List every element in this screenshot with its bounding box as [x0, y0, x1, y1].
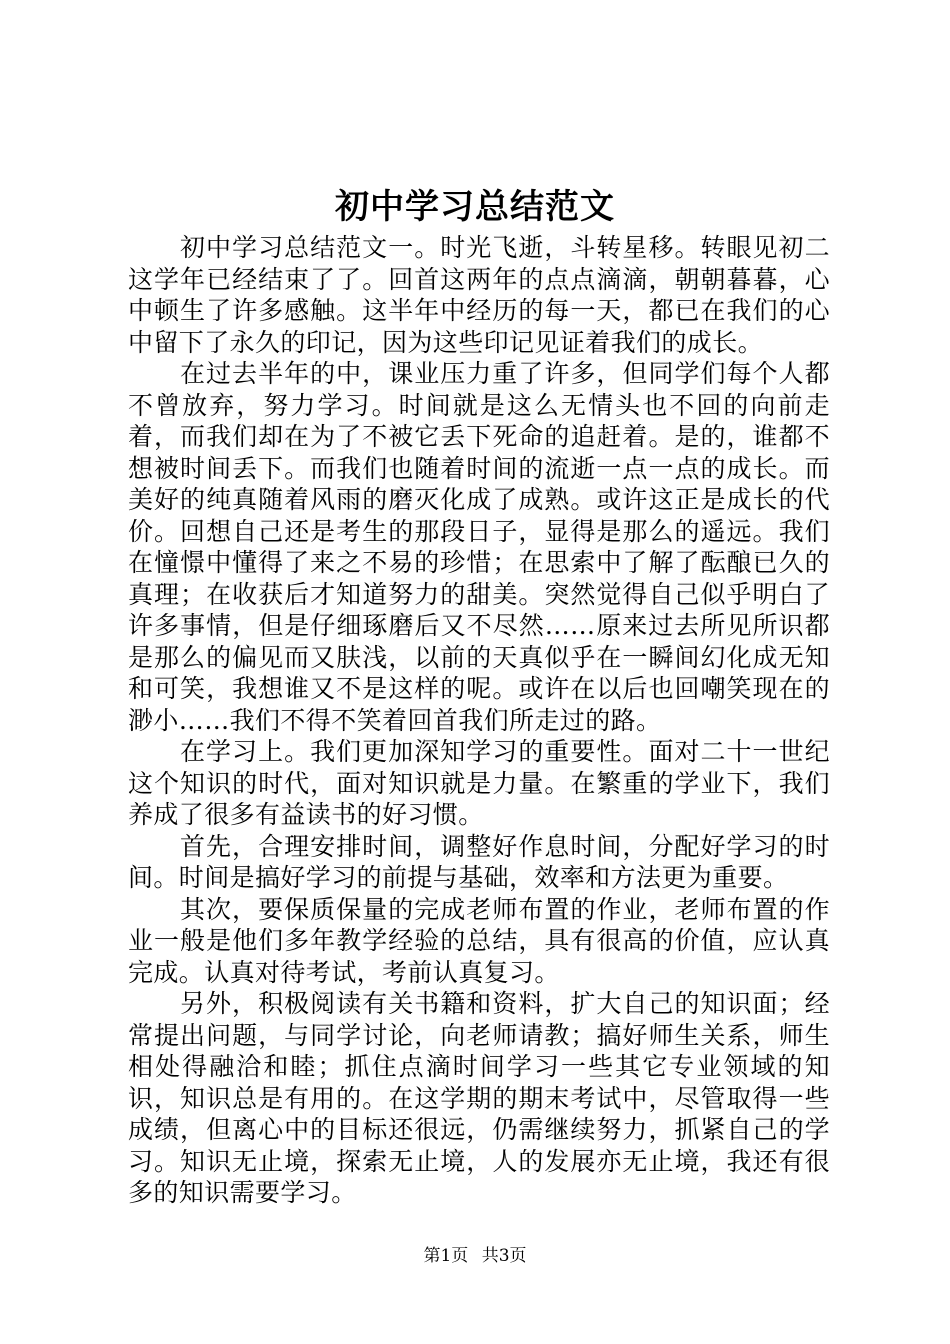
- document-title: 初中学习总结范文: [335, 187, 615, 227]
- paragraph-3: 在学习上。我们更加深知学习的重要性。面对二十一世纪这个知识的时代，面对知识就是力量。在繁重的学业下，我们养成了很多有益读书的好习惯。: [128, 737, 830, 829]
- paragraph-5: 其次，要保质保量的完成老师布置的作业，老师布置的作业一般是他们多年教学经验的总结，具有很高的价值，应认真完成。认真对待考试，考前认真复习。: [128, 894, 830, 987]
- paragraph-4: 首先，合理安排时间，调整好作息时间，分配好学习的时间。时间是搞好学习的前提与基础，效率和方法更为重要。: [128, 831, 830, 892]
- page-total: 共3页: [481, 1246, 527, 1266]
- paragraph-6: 另外，积极阅读有关书籍和资料，扩大自己的知识面；经常提出问题，与同学讨论，向老师请教；搞好师生关系，师生相处得融洽和睦；抓住点滴时间学习一些其它专业领域的知识，知识总是有用的。在这学期的期末考试中，尽管取得一些成绩，但离心中的目标还很远，仍需继续努力，抓紧自己的学习。知识无止境，探索无止境，人的发展亦无止境，我还有很多的知识需要学习。: [128, 989, 830, 1207]
- paragraph-2: 在过去半年的中，课业压力重了许多，但同学们每个人都不曾放弃，努力学习。时间就是这么无情头也不回的向前走着，而我们却在为了不被它丢下死命的追赶着。是的，谁都不想被时间丢下。而我们也随着时间的流逝一点一点的成长。而美好的纯真随着风雨的磨灭化成了成熟。或许这正是成长的代价。回想自己还是考生的那段日子，显得是那么的遥远。我们在憧憬中懂得了来之不易的珍惜；在思索中了解了酝酿已久的真理；在收获后才知道努力的甜美。突然觉得自己似乎明白了许多事情，但是仔细琢磨后又不尽然……原来过去所见所识都是那么的偏见而又肤浅，以前的天真似乎在一瞬间幻化成无知和可笑，我想谁又不是这样的呢。或许在以后也回嘲笑现在的渺小……我们不得不笑着回首我们所走过的路。: [128, 359, 830, 735]
- page-footer: [0, 1244, 950, 1268]
- document-body: [128, 232, 830, 1209]
- paragraph-1: 初中学习总结范文一。时光飞逝，斗转星移。转眼见初二这学年已经结束了了。回首这两年的点点滴滴，朝朝暮暮，心中顿生了许多感触。这半年中经历的每一天，都已在我们的心中留下了永久的印记，因为这些印记见证着我们的成长。: [128, 233, 830, 357]
- page-number: 第1页: [423, 1246, 469, 1266]
